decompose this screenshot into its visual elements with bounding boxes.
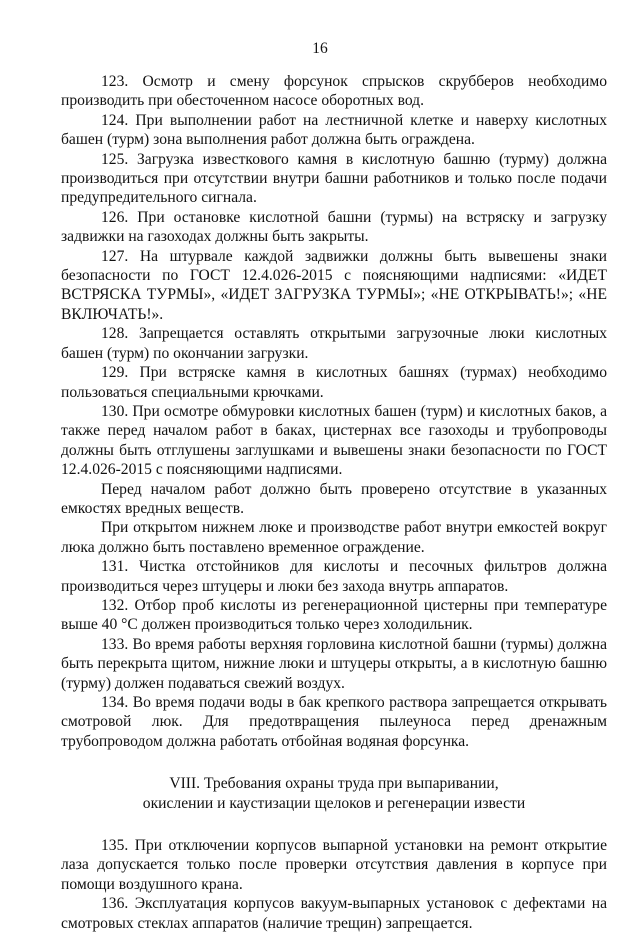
paragraph-127: 127. На штурвале каждой задвижки должны быть вывешены знаки безопасности по ГОСТ 12.4.026-2015 с поясняющими надписями: «ИДЕТ ВСТРЯСКА ТУРМЫ», «ИДЕТ ЗАГРУЗКА ТУРМЫ»; «НЕ ОТКРЫВАТЬ!»; «НЕ ВКЛЮЧАТЬ!». <box>61 247 607 323</box>
paragraph-130: 130. При осмотре обмуровки кислотных башен (турм) и кислотных баков, а также перед началом работ в баках, цистернах все газоходы и трубопроводы должны быть отглушены заглушками и вывешены знаки безопасности по ГОСТ 12.4.026-2015 с поясняющими надписями. <box>61 402 607 479</box>
paragraph-136: 136. Эксплуатация корпусов вакуум-выпарных установок с дефектами на смотровых стеклах аппаратов (наличие трещин) запрещается. <box>61 895 607 932</box>
paragraph-131: 131. Чистка отстойников для кислоты и песочных фильтров должна производиться через штуцеры и люки без захода внутрь аппаратов. <box>61 558 607 595</box>
paragraph-133: 133. Во время работы верхняя горловина кислотной башни (турмы) должна быть перекрыта щитом, нижние люки и штуцеры открыты, а в кислотную башню (турму) должен подаваться свежий воздух. <box>61 635 607 692</box>
paragraph-124: 124. При выполнении работ на лестничной клетке и наверху кислотных башен (турм) зона выполнения работ должна быть ограждена. <box>61 111 607 149</box>
paragraph-130-check: Перед началом работ должно быть проверено отсутствие в указанных емкостях вредных веществ. <box>61 480 607 517</box>
paragraph-130-fence: При открытом нижнем люке и производстве работ внутри емкостей вокруг люка должно быть поставлено временное ограждение. <box>61 519 607 556</box>
section-heading-line1: VIII. Требования охраны труда при выпаривании, <box>169 775 499 793</box>
page-content <box>61 72 607 933</box>
section-heading <box>61 774 607 813</box>
paragraph-128: 128. Запрещается оставлять открытыми загрузочные люки кислотных башен (турм) по окончании загрузки. <box>61 325 607 362</box>
paragraph-135: 135. При отключении корпусов выпарной установки на ремонт открытие лаза допускается только после проверки отсутствия давления в корпусе при помощи воздушного крана. <box>61 837 607 893</box>
paragraph-129: 129. При встряске камня в кислотных башнях (турмах) необходимо пользоваться специальными крючками. <box>61 364 607 401</box>
paragraph-123: 123. Осмотр и смену форсунок спрысков скрубберов необходимо производить при обесточенном насосе оборотных вод. <box>61 73 607 110</box>
paragraph-125: 125. Загрузка известкового камня в кислотную башню (турму) должна производиться при отсутствии внутри башни работников и только после подачи предупредительного сигнала. <box>61 150 607 207</box>
section-heading-line2: окислении и каустизации щелоков и регенерации извести <box>142 794 526 812</box>
paragraph-134: 134. Во время подачи воды в бак крепкого раствора запрещается открывать смотровой люк. Для предотвращения пылеуноса перед дренажным трубопроводом должна работать отбойная водяная форсунка. <box>61 694 607 750</box>
paragraph-132: 132. Отбор проб кислоты из регенерационной цистерны при температуре выше 40 °С должен производиться только через холодильник. <box>61 596 607 634</box>
paragraph-126: 126. При остановке кислотной башни (турмы) на встряску и загрузку задвижки на газоходах должны быть закрыты. <box>61 208 607 246</box>
page-number: 16 <box>312 40 328 57</box>
